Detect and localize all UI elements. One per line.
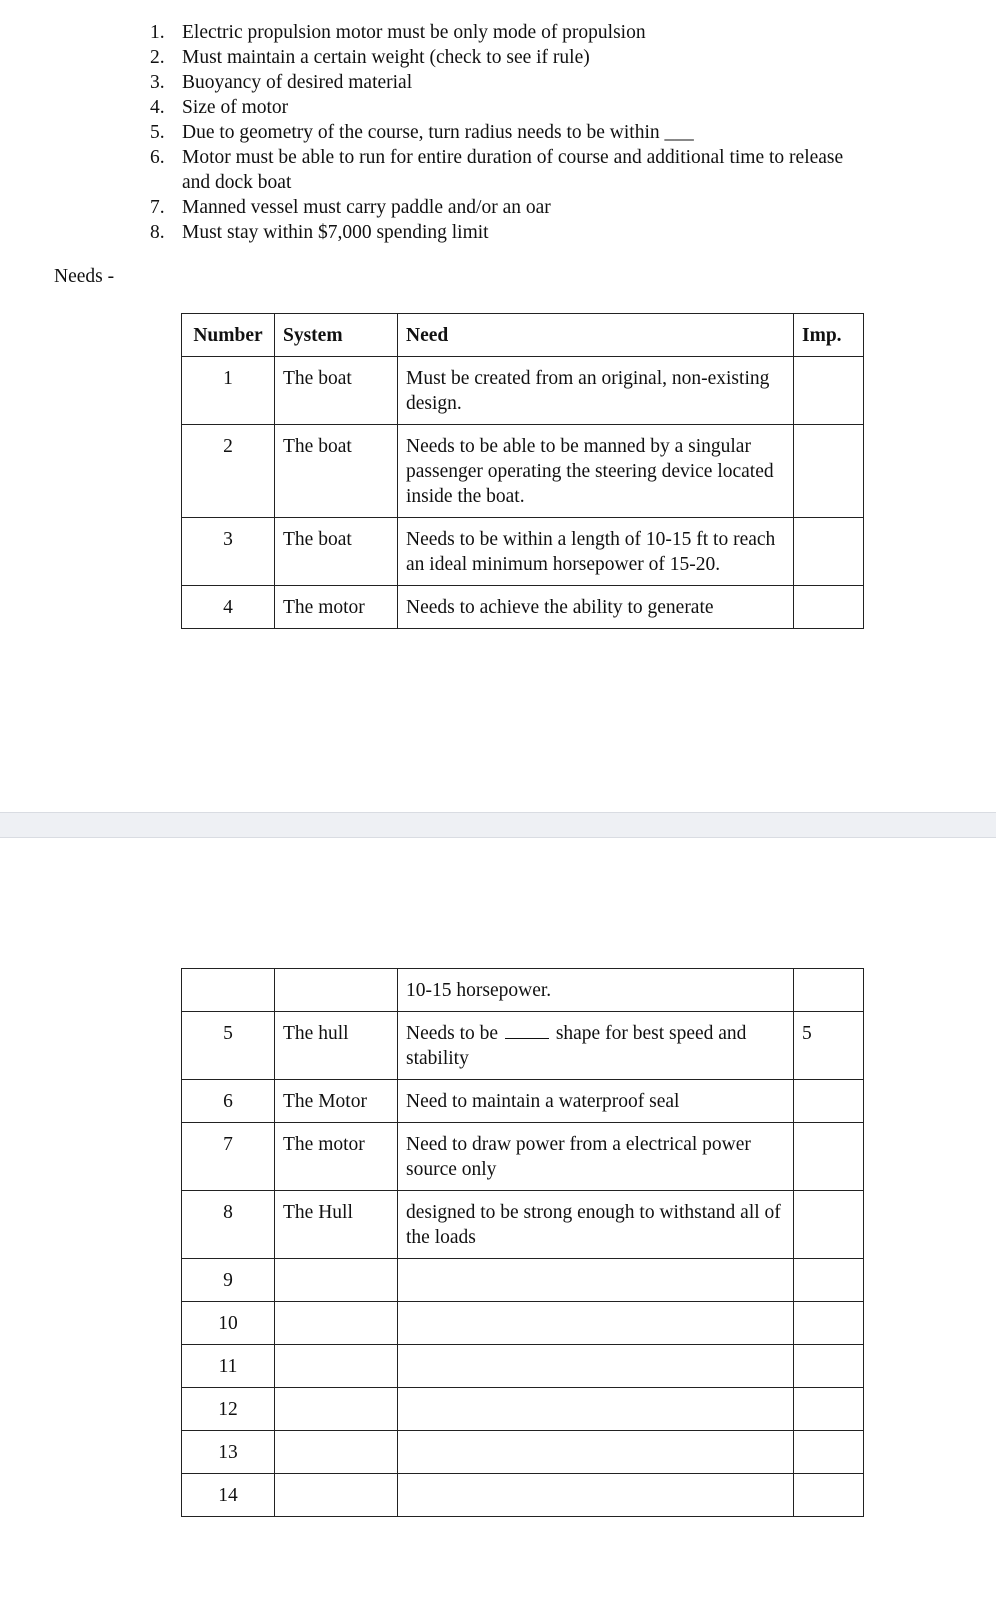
needs-table-continued bbox=[181, 968, 864, 1517]
cell-number: 6 bbox=[182, 1080, 275, 1123]
header-number: Number bbox=[182, 314, 275, 357]
need-text-end: shape for best speed and stability bbox=[406, 1023, 747, 1069]
cell-system: The Hull bbox=[275, 1191, 398, 1259]
cell-number bbox=[182, 969, 275, 1012]
cell-system: The boat bbox=[275, 357, 398, 425]
table-row bbox=[182, 1431, 864, 1474]
cell-system bbox=[275, 1259, 398, 1302]
table-row bbox=[182, 518, 864, 586]
needs-table bbox=[181, 313, 864, 629]
cell-system: The hull bbox=[275, 1012, 398, 1080]
table-row bbox=[182, 1080, 864, 1123]
table-row bbox=[182, 1302, 864, 1345]
cell-imp bbox=[794, 1191, 864, 1259]
cell-imp bbox=[794, 518, 864, 586]
cell-imp bbox=[794, 1388, 864, 1431]
table-row bbox=[182, 1123, 864, 1191]
cell-system bbox=[275, 1388, 398, 1431]
cell-system: The Motor bbox=[275, 1080, 398, 1123]
requirement-item: 8. Must stay within $7,000 spending limit bbox=[150, 222, 489, 243]
table-row bbox=[182, 586, 864, 629]
header-need: Need bbox=[398, 314, 794, 357]
cell-system bbox=[275, 1302, 398, 1345]
table-row bbox=[182, 357, 864, 425]
cell-need: designed to be strong enough to withstand all of the loads bbox=[398, 1191, 794, 1259]
requirement-item: 2. Must maintain a certain weight (check to see if rule) bbox=[150, 47, 590, 68]
cell-imp bbox=[794, 1431, 864, 1474]
table-row bbox=[182, 1345, 864, 1388]
cell-number: 9 bbox=[182, 1259, 275, 1302]
cell-number: 14 bbox=[182, 1474, 275, 1517]
cell-system: The boat bbox=[275, 425, 398, 518]
requirement-item: 6. Motor must be able to run for entire duration of course and additional time to release and dock boat bbox=[150, 147, 844, 193]
cell-imp: 5 bbox=[794, 1012, 864, 1080]
requirement-item: 3. Buoyancy of desired material bbox=[150, 72, 413, 93]
cell-system: The boat bbox=[275, 518, 398, 586]
cell-imp bbox=[794, 1259, 864, 1302]
cell-need bbox=[398, 1259, 794, 1302]
table-header-row bbox=[182, 314, 864, 357]
table-row bbox=[182, 1259, 864, 1302]
table-row bbox=[182, 1388, 864, 1431]
cell-need: Need to draw power from a electrical power source only bbox=[398, 1123, 794, 1191]
requirements-list bbox=[150, 20, 850, 245]
table-row bbox=[182, 969, 864, 1012]
needs-label: Needs - bbox=[54, 266, 115, 287]
cell-system bbox=[275, 1345, 398, 1388]
cell-need bbox=[398, 1431, 794, 1474]
table-row bbox=[182, 1474, 864, 1517]
cell-imp bbox=[794, 586, 864, 629]
cell-need: Needs to be within a length of 10-15 ft to reach an ideal minimum horsepower of 15-20. bbox=[398, 518, 794, 586]
cell-system: The motor bbox=[275, 1123, 398, 1191]
table-row bbox=[182, 1012, 864, 1080]
cell-imp bbox=[794, 357, 864, 425]
cell-need: Needs to be able to be manned by a singular passenger operating the steering device located inside the boat. bbox=[398, 425, 794, 518]
cell-number: 11 bbox=[182, 1345, 275, 1388]
cell-number: 7 bbox=[182, 1123, 275, 1191]
requirement-item: 5. Due to geometry of the course, turn radius needs to be within ___ bbox=[150, 122, 694, 143]
cell-need: 10-15 horsepower. bbox=[398, 969, 794, 1012]
cell-imp bbox=[794, 969, 864, 1012]
cell-imp bbox=[794, 1345, 864, 1388]
cell-need bbox=[398, 1302, 794, 1345]
table-row bbox=[182, 1191, 864, 1259]
requirement-item: 7. Manned vessel must carry paddle and/or an oar bbox=[150, 197, 551, 218]
cell-number: 12 bbox=[182, 1388, 275, 1431]
cell-imp bbox=[794, 1302, 864, 1345]
cell-number: 13 bbox=[182, 1431, 275, 1474]
cell-number: 10 bbox=[182, 1302, 275, 1345]
cell-imp bbox=[794, 1474, 864, 1517]
header-system: System bbox=[275, 314, 398, 357]
document-page-2 bbox=[0, 838, 996, 1600]
cell-system bbox=[275, 1474, 398, 1517]
cell-imp bbox=[794, 1123, 864, 1191]
cell-imp bbox=[794, 425, 864, 518]
cell-number: 4 bbox=[182, 586, 275, 629]
cell-system bbox=[275, 1431, 398, 1474]
cell-need bbox=[398, 1345, 794, 1388]
cell-system: The motor bbox=[275, 586, 398, 629]
cell-number: 1 bbox=[182, 357, 275, 425]
header-imp: Imp. bbox=[794, 314, 864, 357]
cell-need bbox=[398, 1388, 794, 1431]
need-text-start: Needs to be bbox=[406, 1023, 499, 1044]
cell-need bbox=[398, 1012, 794, 1080]
cell-need bbox=[398, 1474, 794, 1517]
cell-number: 3 bbox=[182, 518, 275, 586]
cell-number: 2 bbox=[182, 425, 275, 518]
cell-need: Must be created from an original, non-existing design. bbox=[398, 357, 794, 425]
requirement-item: 4. Size of motor bbox=[150, 97, 289, 118]
blank-line bbox=[505, 1022, 549, 1039]
cell-number: 5 bbox=[182, 1012, 275, 1080]
page-separator bbox=[0, 812, 996, 838]
cell-need: Needs to achieve the ability to generate bbox=[398, 586, 794, 629]
requirement-item: 1. Electric propulsion motor must be only mode of propulsion bbox=[150, 22, 646, 43]
table-row bbox=[182, 425, 864, 518]
cell-number: 8 bbox=[182, 1191, 275, 1259]
cell-need: Need to maintain a waterproof seal bbox=[398, 1080, 794, 1123]
cell-system bbox=[275, 969, 398, 1012]
cell-imp bbox=[794, 1080, 864, 1123]
